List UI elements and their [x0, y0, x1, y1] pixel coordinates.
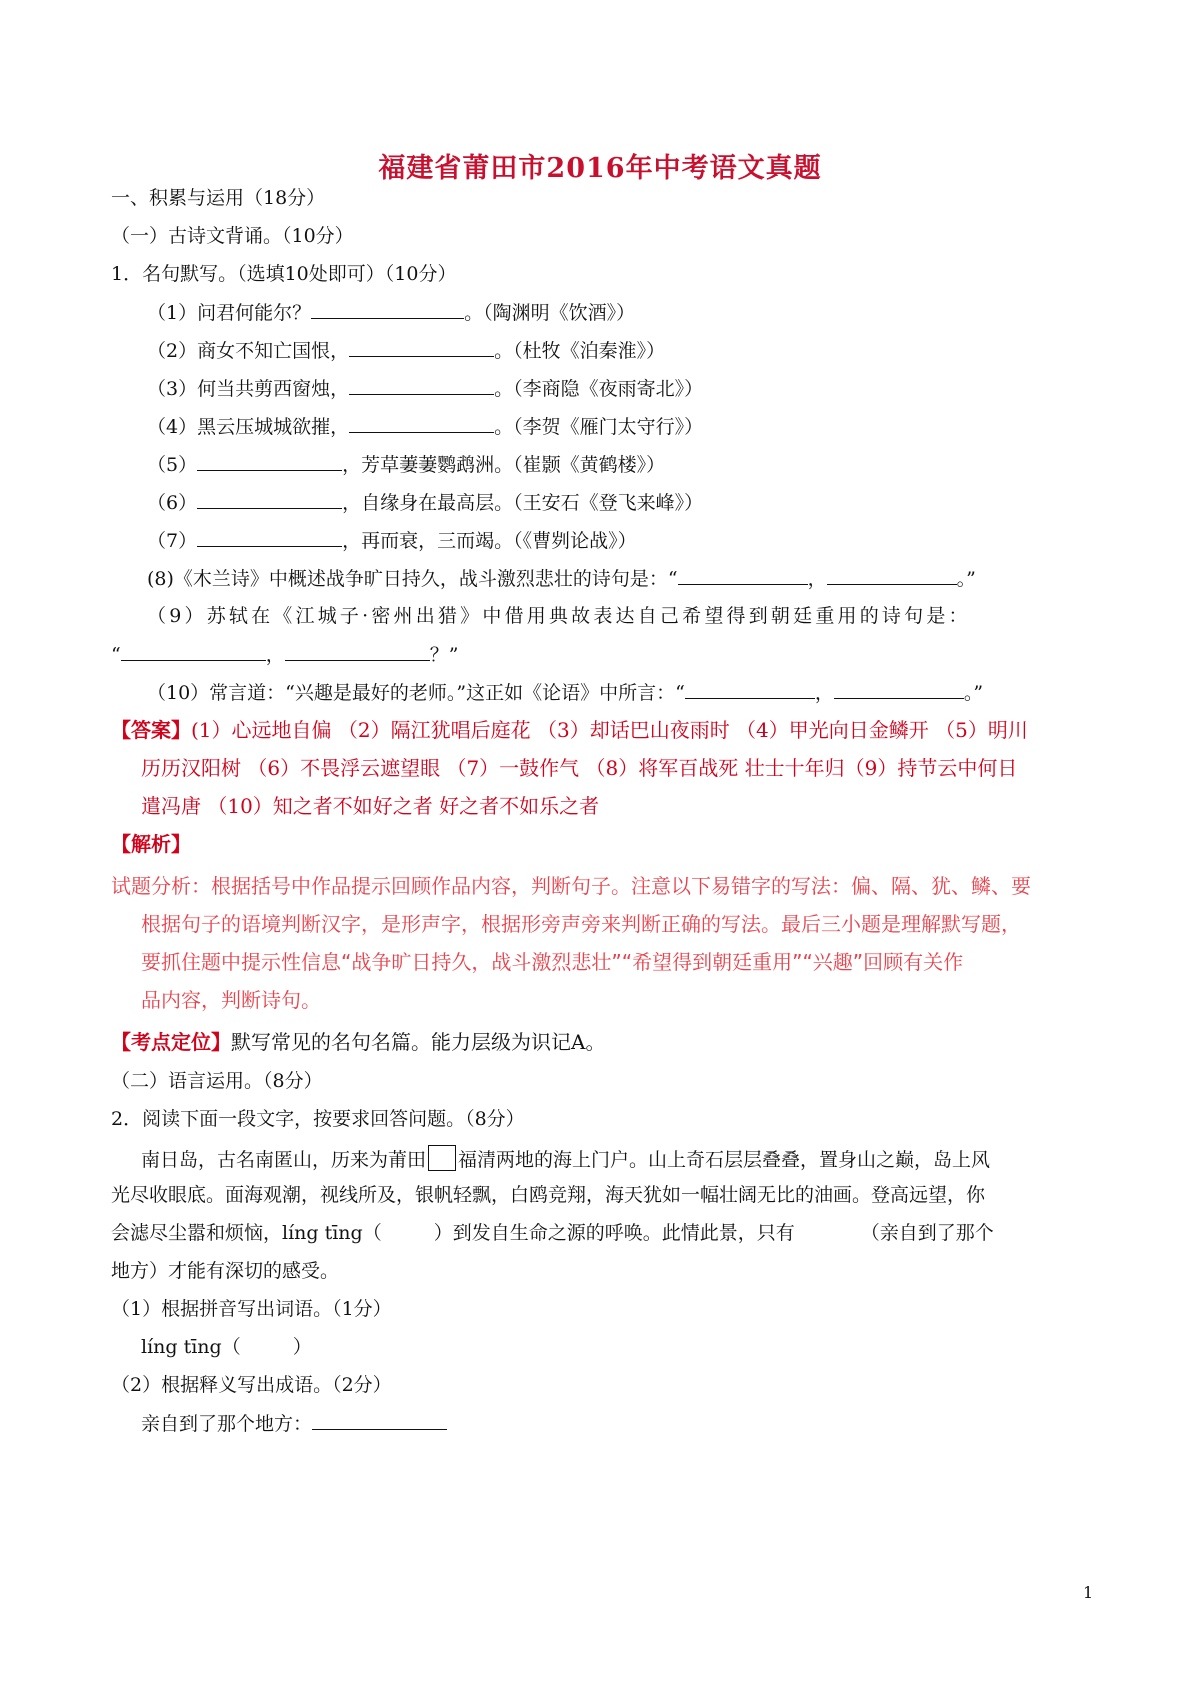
recite-item-10-prefix: （10）常言道：“兴趣是最好的老师。”这正如《论语》中所言：“: [147, 682, 685, 704]
answer-blank[interactable]: [121, 642, 266, 661]
recite-item-3-prefix: （3）何当共剪西窗烛，: [147, 378, 350, 400]
recite-item-6: [147, 490, 703, 515]
question-1: 1．名句默写。（选填10处即可）（10分）: [111, 263, 457, 285]
recite-item-5-prefix: （5）: [147, 454, 198, 476]
answer-blank[interactable]: [349, 376, 494, 395]
passage-line-3-b: ）到发自生命之源的呼唤。此情此景，只有: [433, 1222, 795, 1244]
analysis-line-1: 试题分析：根据括号中作品提示回顾作品内容，判断句子。注意以下易错字的写法：偏、隔、犹、鳞、要: [111, 874, 1031, 898]
section-heading-1: 一、积累与运用（18分）: [111, 187, 326, 209]
passage-line-3-c: （亲自到了那个: [860, 1222, 994, 1244]
subquestion-1-pinyin: líng tīng（: [141, 1336, 241, 1358]
recite-item-4: [147, 414, 703, 439]
recite-item-5: [147, 452, 665, 477]
answer-blank[interactable]: [349, 338, 494, 357]
recite-item-6-prefix: （6）: [147, 492, 198, 514]
answer-label: 【答案】: [111, 718, 191, 742]
recite-item-4-suffix: 。（李贺《雁门太守行》）: [494, 416, 704, 438]
subquestion-2: （2）根据释义写出成语。（2分）: [111, 1374, 392, 1396]
answer-line-3: 遣冯唐 （10）知之者不如好之者 好之者不如乐之者: [141, 794, 600, 818]
answer-line-1: [111, 718, 1028, 742]
subsection-heading-2: （二）语言运用。（8分）: [111, 1070, 323, 1092]
recite-item-8-suffix: 。”: [956, 568, 976, 590]
recite-item-7-prefix: （7）: [147, 530, 198, 552]
recite-item-10-suffix: 。”: [963, 682, 984, 704]
recite-item-9-line-1: （9）苏轼在《江城子·密州出猎》中借用典故表达自己希望得到朝廷重用的诗句是：: [147, 605, 971, 627]
answer-line-2: 历历汉阳树 （6）不畏浮云遮望眼 （7）一鼓作气 （8）将军百战死 壮士十年归（9）持节云中何日: [141, 756, 1018, 780]
passage-line-1: [141, 1145, 990, 1172]
subquestion-2-answer: [141, 1411, 447, 1436]
answer-blank[interactable]: [349, 414, 494, 433]
recite-item-9-line-2: [111, 642, 458, 667]
passage-line-4: 地方）才能有深切的感受。: [111, 1260, 340, 1282]
recite-item-2: [147, 338, 665, 363]
punctuation-box[interactable]: [428, 1145, 456, 1171]
page-number: 1: [1083, 1583, 1094, 1602]
recite-item-10: [147, 680, 983, 705]
answer-text-1: (1）心远地自偏 （2）隔江犹唱后庭花 （3）却话巴山夜雨时 （4）甲光向日金鳞开 （5）明川: [191, 718, 1028, 742]
subquestion-2-text: 亲自到了那个地方：: [141, 1413, 313, 1435]
answer-blank[interactable]: [197, 452, 342, 471]
recite-item-1: [147, 300, 635, 325]
analysis-line-2: 根据句子的语境判断汉字，是形声字，根据形旁声旁来判断正确的写法。最后三小题是理解默写题，: [141, 912, 1021, 936]
subquestion-1-answer: [141, 1335, 312, 1359]
recite-item-9-suffix: ？”: [429, 644, 459, 666]
answer-blank[interactable]: [685, 680, 815, 699]
analysis-label: 【解析】: [111, 832, 191, 856]
answer-blank[interactable]: [285, 642, 430, 661]
answer-blank[interactable]: [678, 566, 808, 585]
recite-item-5-suffix: ，芳草萋萋鹦鹉洲。（崔颢《黄鹤楼》）: [342, 454, 666, 476]
analysis-line-3: 要抓住题中提示性信息“战争旷日持久，战斗激烈悲壮”“希望得到朝廷重用”“兴趣”回顾有关作: [141, 950, 964, 974]
test-point-text: 默写常见的名句名篇。能力层级为识记A。: [231, 1030, 606, 1054]
passage-line-3-a: 会滤尽尘嚣和烦恼，líng tīng（: [111, 1222, 382, 1244]
recite-item-3: [147, 376, 703, 401]
analysis-line-4: 品内容，判断诗句。: [141, 988, 321, 1012]
subquestion-1-close: ）: [292, 1336, 312, 1358]
passage-line-3: [111, 1221, 994, 1245]
recite-item-1-suffix: 。（陶渊明《饮酒》）: [464, 302, 636, 324]
answer-blank[interactable]: [197, 490, 342, 509]
answer-blank[interactable]: [834, 680, 964, 699]
passage-line-1-a: 南日岛，古名南匿山，历来为莆田: [141, 1149, 427, 1171]
recite-item-8: [147, 566, 976, 591]
test-point: [111, 1030, 605, 1054]
recite-item-9-separator: ，: [265, 644, 285, 666]
document-title: 福建省莆田市2016年中考语文真题: [378, 153, 822, 184]
recite-item-7: [147, 528, 637, 553]
recite-item-8-separator: ，: [807, 568, 827, 590]
passage-line-1-b: 福清两地的海上门户。山上奇石层层叠叠，置身山之巅，岛上风: [458, 1149, 991, 1171]
recite-item-8-prefix: (8)《木兰诗》中概述战争旷日持久，战斗激烈悲壮的诗句是：“: [147, 568, 678, 590]
recite-item-4-prefix: （4）黑云压城城欲摧，: [147, 416, 350, 438]
recite-item-7-suffix: ，再而衰，三而竭。（《曹刿论战》）: [342, 530, 637, 552]
recite-item-2-suffix: 。（杜牧《泊秦淮》）: [494, 340, 666, 362]
idiom-answer-blank[interactable]: [312, 1411, 447, 1430]
answer-blank[interactable]: [311, 300, 464, 319]
recite-item-3-suffix: 。（李商隐《夜雨寄北》）: [494, 378, 704, 400]
test-point-label: 【考点定位】: [111, 1030, 231, 1054]
recite-item-10-separator: ，: [814, 682, 834, 704]
subquestion-1: （1）根据拼音写出词语。（1分）: [111, 1298, 392, 1320]
recite-item-2-prefix: （2）商女不知亡国恨，: [147, 340, 350, 362]
recite-item-1-prefix: （1）问君何能尔？: [147, 302, 312, 324]
recite-item-9-prefix: “: [111, 644, 121, 666]
answer-blank[interactable]: [197, 528, 342, 547]
passage-line-2: 光尽收眼底。面海观潮，视线所及，银帆轻飘，白鸥竞翔，海天犹如一幅壮阔无比的油画。登高远望，你: [111, 1184, 986, 1206]
subsection-heading-1: （一）古诗文背诵。（10分）: [111, 225, 354, 247]
question-2: 2．阅读下面一段文字，按要求回答问题。（8分）: [111, 1108, 525, 1130]
answer-blank[interactable]: [827, 566, 957, 585]
recite-item-6-suffix: ，自缘身在最高层。（王安石《登飞来峰》）: [342, 492, 704, 514]
